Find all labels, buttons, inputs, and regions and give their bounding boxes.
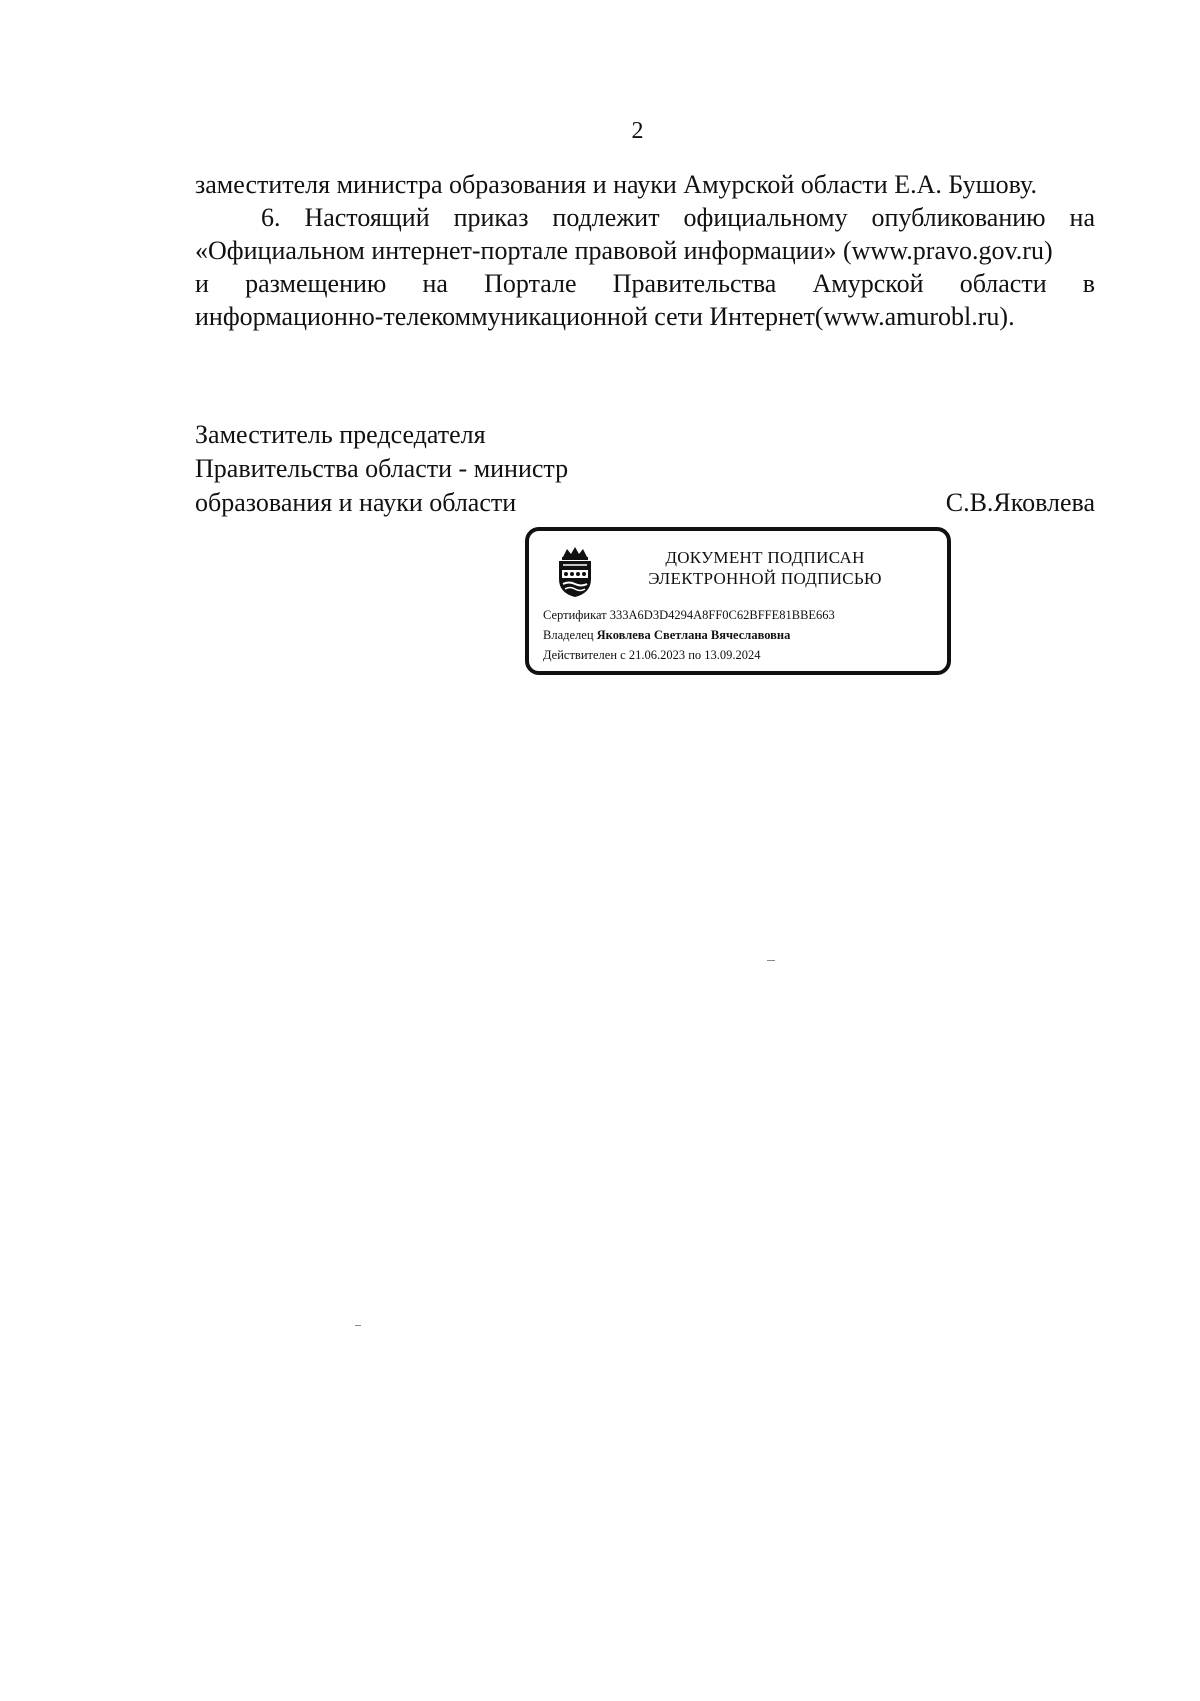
validity-to-word: по — [688, 648, 702, 662]
word: и — [195, 269, 209, 298]
body-last-line: информационно-телекоммуникационной сети Интернет(www.amurobl.ru). — [195, 302, 1015, 331]
validity-row — [543, 645, 835, 665]
stamp-details — [543, 605, 835, 665]
word: Правительства — [612, 269, 777, 298]
word: Амурской — [812, 269, 924, 298]
word: Портале — [484, 269, 577, 298]
owner-value: Яковлева Светлана Вячеславовна — [596, 628, 791, 642]
owner-label: Владелец — [543, 628, 594, 642]
signature-block — [195, 418, 1095, 520]
validity-label: Действителен — [543, 648, 618, 662]
word: размещению — [245, 269, 387, 298]
page-number: 2 — [631, 118, 644, 144]
validity-from-word: с — [620, 648, 626, 662]
signer-title-line-3: образования и науки области — [195, 488, 517, 517]
paragraph-6: 6. Настоящий приказ подлежит официальному опубликованию на «Официальном интернет-портале правовой информации» (www.pravo.gov.ru) — [195, 203, 1095, 265]
paragraph-6-justified-line — [195, 267, 1095, 300]
document-body — [195, 168, 1095, 333]
body-line-1: заместителя министра образования и науки Амурской области Е.А. Бушову. — [195, 170, 1037, 199]
validity-to-date: 13.09.2024 — [704, 648, 761, 662]
electronic-signature-stamp — [525, 527, 951, 675]
stamp-title-line-2: ЭЛЕКТРОННОЙ ПОДПИСЬЮ — [648, 569, 882, 588]
scan-speck — [355, 1325, 361, 1326]
stamp-title — [625, 547, 905, 589]
scan-speck — [767, 960, 775, 961]
signer-name: С.В.Яковлева — [945, 488, 1095, 517]
owner-row — [543, 625, 835, 645]
word: области — [959, 269, 1047, 298]
certificate-value: 333A6D3D4294A8FF0C62BFFE81BBE663 — [609, 608, 835, 622]
certificate-row — [543, 605, 835, 625]
signer-title-line-1: Заместитель председателя — [195, 420, 486, 449]
word: в — [1082, 269, 1096, 298]
validity-from-date: 21.06.2023 — [628, 648, 686, 662]
stamp-title-line-1: ДОКУМЕНТ ПОДПИСАН — [665, 548, 865, 567]
word: на — [422, 269, 448, 298]
certificate-label: Сертификат — [543, 608, 607, 622]
signer-title-line-2: Правительства области - министр — [195, 454, 569, 483]
amur-region-coat-of-arms-icon — [553, 545, 597, 599]
